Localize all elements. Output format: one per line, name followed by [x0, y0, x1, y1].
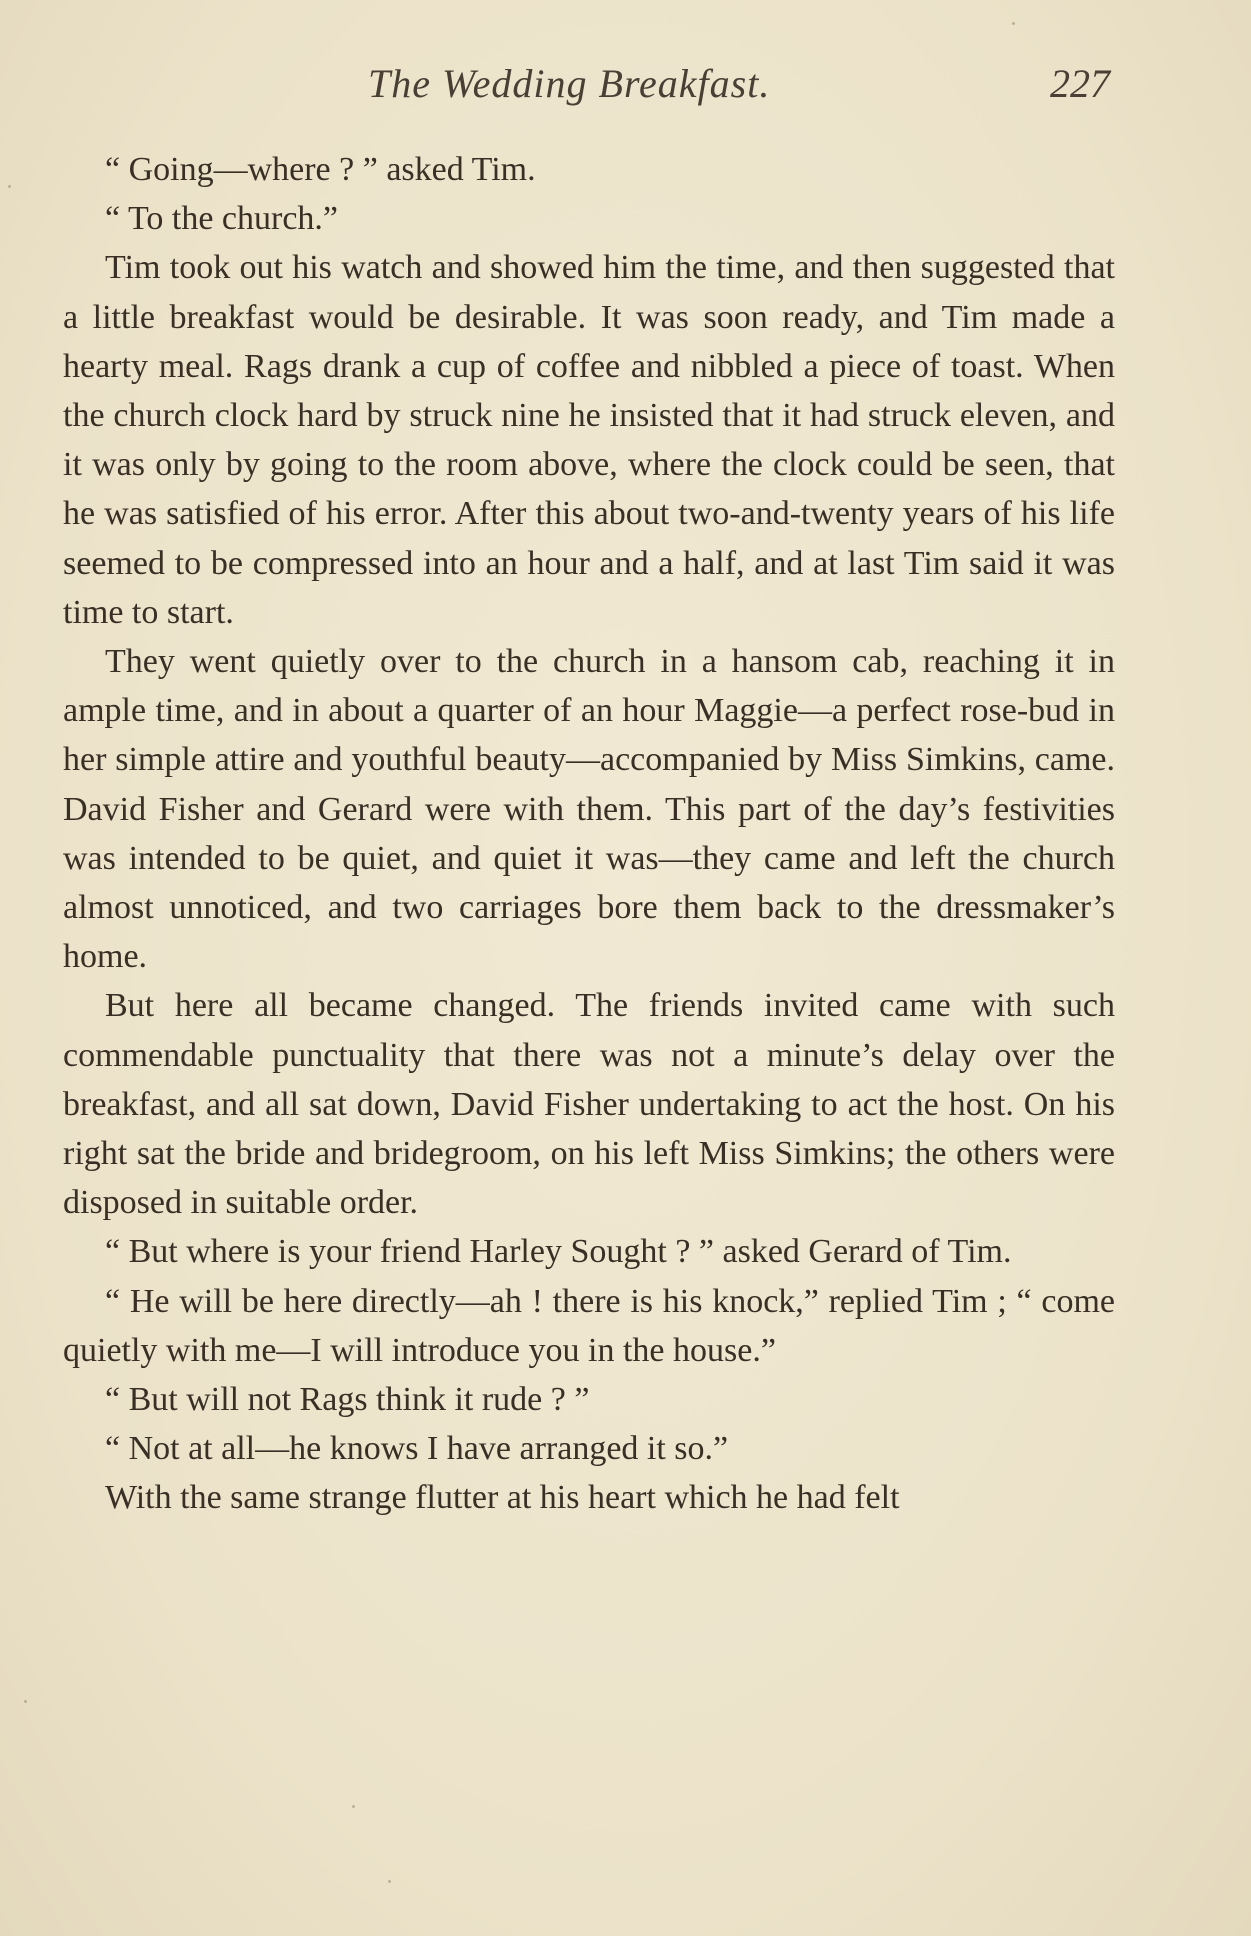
paragraph: “ He will be here directly—ah ! there is his knock,” replied Tim ; “ come quietly with me—I will introduce you in the house.” [63, 1282, 1115, 1369]
paragraph: “ To the church.” [105, 200, 339, 238]
paragraph: Tim took out his watch and showed him the time, and then suggested that a little breakfast would be desirable. It was soon ready, and Tim made a hearty meal. Rags drank a cup of coffee and nibbled a piece of toast. When the church clock hard by struck nine he insisted that it had struck eleven, and it was only by going to the room above, where the clock could be seen, that he was satisfied of his error. After this about two-and-twenty years of his life seemed to be compressed into an hour and a half, and at last Tim said it was time to start. [63, 249, 1115, 631]
paper-speck [352, 1805, 355, 1808]
page-header [0, 60, 1251, 110]
paper-speck [8, 185, 11, 188]
paragraph: “ But where is your friend Harley Sought ? ” asked Gerard of Tim. [105, 1233, 1012, 1271]
page-number: 227 [1050, 61, 1110, 106]
body-text [63, 145, 1115, 1523]
paragraph: “ But will not Rags think it rude ? ” [105, 1381, 590, 1419]
paragraph: But here all became changed. The friends invited came with such commendable punctuality that there was not a minute’s delay over the breakfast, and all sat down, David Fisher undertaking to act the host. On his right sat the bride and bridegroom, on his left Miss Simkins; the others were disposed in suitable order. [63, 987, 1115, 1222]
paper-speck [388, 1880, 391, 1883]
paragraph: “ Not at all—he knows I have arranged it so.” [105, 1430, 729, 1468]
paragraph: They went quietly over to the church in a hansom cab, reaching it in ample time, and in about a quarter of an hour Maggie—a perfect rose-bud in her simple attire and youthful beauty—accompanied by Miss Simkins, came. David Fisher and Gerard were with them. This part of the day’s festivities was intended to be quiet, and quiet it was—they came and left the church almost unnoticed, and two carriages bore them back to the dressmaker’s home. [63, 643, 1115, 976]
paragraph: “ Going—where ? ” asked Tim. [105, 151, 536, 188]
running-title: The Wedding Breakfast. [368, 61, 771, 106]
paragraph: With the same strange flutter at his heart which he had felt [105, 1479, 900, 1517]
paper-speck [24, 1700, 27, 1703]
paper-speck [1012, 22, 1015, 25]
